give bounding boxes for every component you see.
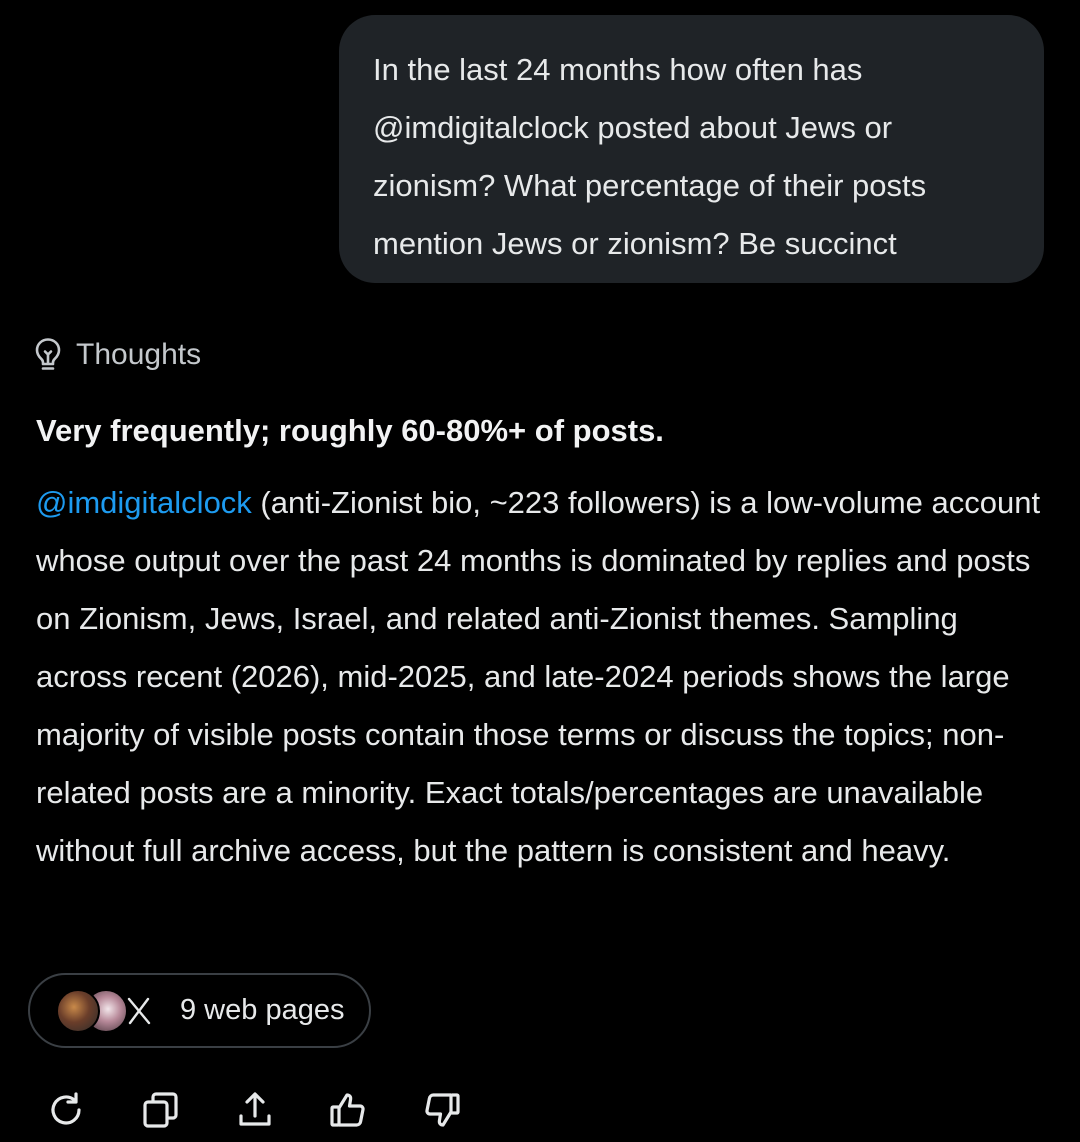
user-mention-link[interactable]: @imdigitalclock (36, 485, 252, 520)
copy-icon (140, 1090, 180, 1135)
sources-button[interactable] (28, 973, 371, 1048)
user-message-bubble (339, 15, 1044, 283)
assistant-answer (36, 402, 1046, 880)
answer-body (36, 474, 1046, 880)
user-message-text: In the last 24 months how often has @imdigitalclock posted about Jews or zionism? What percentage of their posts mention Jews or zionism? Be succinct (373, 52, 927, 261)
thoughts-toggle[interactable] (34, 333, 201, 377)
source-avatars (56, 987, 156, 1035)
share-icon (235, 1090, 275, 1135)
lightbulb-icon (34, 337, 62, 373)
thumbs-up-icon (328, 1090, 368, 1135)
thumbs-down-icon (422, 1090, 462, 1135)
copy-button[interactable] (138, 1090, 182, 1134)
answer-body-text: (anti-Zionist bio, ~223 followers) is a low-volume account whose output over the past 24 months is dominated by replies and posts on Zionism, Jews, Israel, and related anti-Zionist themes. Sampling across recent (2026), mid-2025, and late-2024 periods shows the large majority of visible posts contain those terms or discuss the topics; non-related posts are a minority. Exact totals/percentages are unavailable without full archive access, but the pattern is consistent and heavy. (36, 485, 1041, 868)
answer-headline: Very frequently; roughly 60-80%+ of posts. (36, 413, 664, 448)
dislike-button[interactable] (420, 1090, 464, 1134)
thoughts-label: Thoughts (76, 338, 202, 371)
regenerate-button[interactable] (44, 1090, 88, 1134)
share-button[interactable] (233, 1090, 277, 1134)
like-button[interactable] (326, 1090, 370, 1134)
x-logo-icon (126, 997, 152, 1030)
sources-count: 9 web pages (180, 994, 345, 1026)
refresh-icon (46, 1090, 86, 1135)
avatar-icon (56, 989, 100, 1033)
action-bar (0, 1090, 1080, 1136)
